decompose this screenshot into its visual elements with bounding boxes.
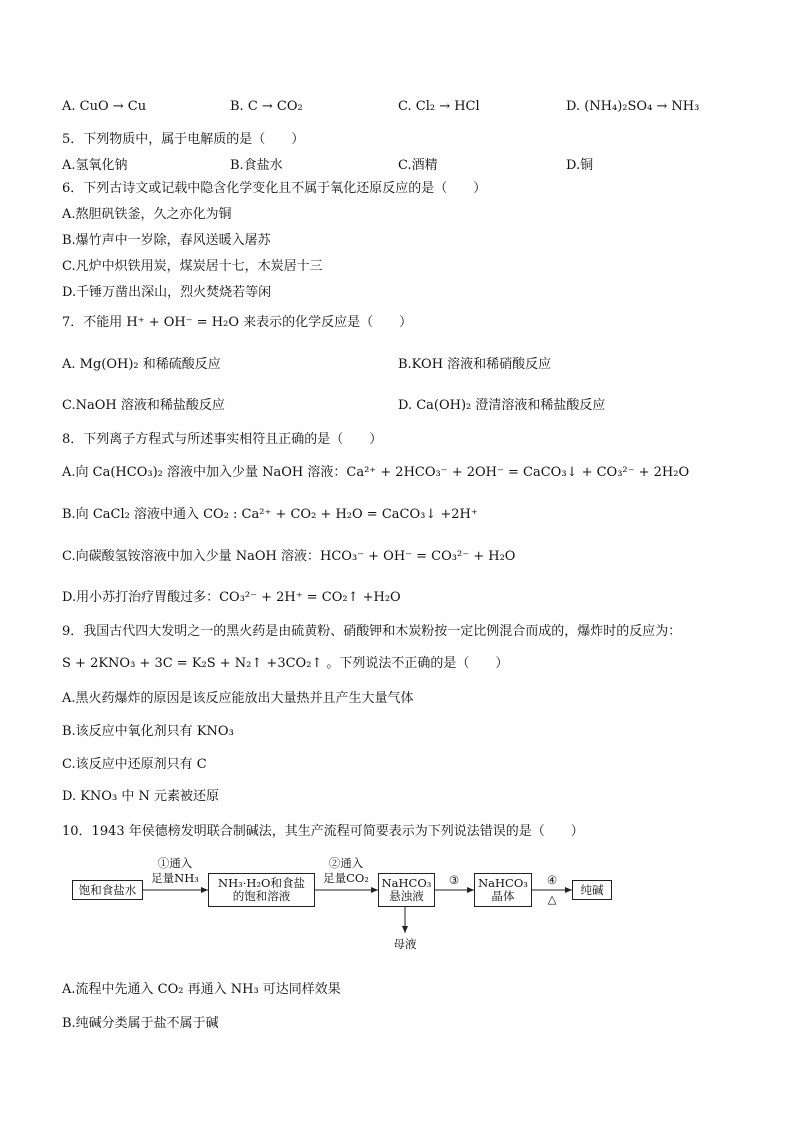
question-6-stem: 6．下列古诗文或记载中隐含化学变化且不属于氧化还原反应的是（ ） [62, 181, 487, 196]
q5-option-d: D.铜 [566, 158, 594, 173]
q7-option-d: D. Ca(OH)₂ 澄清溶液和稀盐酸反应 [398, 398, 606, 413]
q8-option-b: B.向 CaCl₂ 溶液中通入 CO₂ : Ca²⁺ + CO₂ + H₂O = CaCO₃↓ +2H⁺ [62, 507, 478, 522]
flow-box-suspension [378, 873, 435, 907]
flow-step-1-label-a: ①通入 [157, 856, 193, 870]
flow-box-brine: 饱和食盐水 [72, 880, 143, 900]
q9-option-c: C.该反应中还原剂只有 C [62, 757, 207, 772]
q6-option-a: A.熬胆矾铁釜，久之亦化为铜 [62, 207, 232, 222]
q5-option-c: C.酒精 [398, 158, 438, 173]
flow-step-3-label: ③ [448, 873, 460, 887]
q10-option-a: A.流程中先通入 CO₂ 再通入 NH₃ 可达同样效果 [62, 982, 341, 997]
flow-step-2-label-a: ②通入 [328, 856, 364, 870]
q8-option-d: D.用小苏打治疗胃酸过多：CO₃²⁻ + 2H⁺ = CO₂↑ +H₂O [62, 590, 401, 605]
question-7-stem: 7．不能用 H⁺ + OH⁻ = H₂O 来表示的化学反应是（ ） [62, 315, 413, 330]
flow-box-2-line-b: 的饱和溶液 [232, 889, 291, 903]
question-9-stem-line1: 9．我国古代四大发明之一的黑火药是由硫黄粉、硝酸钾和木炭粉按一定比例混合而成的，爆炸时的反应为： [62, 624, 682, 639]
q4-option-d: D. (NH₄)₂SO₄ → NH₃ [566, 99, 700, 114]
question-5-stem: 5．下列物质中，属于电解质的是（ ） [62, 132, 305, 147]
q6-option-d: D.千锤万凿出深山，烈火焚烧若等闲 [62, 285, 272, 300]
q4-option-c: C. Cl₂ → HCl [398, 99, 480, 114]
q7-option-b: B.KOH 溶液和稀硝酸反应 [398, 357, 552, 372]
q4-option-a: A. CuO → Cu [62, 99, 147, 114]
q5-option-a: A.氢氧化钠 [62, 158, 128, 173]
flow-step-1-label-b: 足量NH₃ [151, 871, 199, 885]
flow-box-3-line-a: NaHCO₃ [381, 876, 432, 890]
flow-step-4-label-b: △ [547, 892, 557, 906]
flow-mother-liquor-label: 母液 [393, 937, 417, 951]
flow-box-crystal [474, 873, 532, 907]
flow-box-4-line-b: 晶体 [491, 889, 515, 903]
question-9-stem-line2: S + 2KNO₃ + 3C = K₂S + N₂↑ +3CO₂↑ 。下列说法不正确的是（ ） [62, 656, 509, 671]
q9-option-d: D. KNO₃ 中 N 元素被还原 [62, 789, 219, 804]
q4-option-b: B. C → CO₂ [230, 99, 303, 114]
flow-box-3-line-b: 悬浊液 [389, 889, 424, 903]
q8-option-c: C.向碳酸氢铵溶液中加入少量 NaOH 溶液：HCO₃⁻ + OH⁻ = CO₃²⁻ + H₂O [62, 549, 516, 564]
q6-option-b: B.爆竹声中一岁除，春风送暖入屠苏 [62, 233, 271, 248]
question-10-stem: 10．1943 年侯德榜发明联合制碱法，其生产流程可简要表示为下列说法错误的是（ ） [62, 824, 584, 839]
q6-option-c: C.凡炉中炽铁用炭，煤炭居十七，木炭居十三 [62, 259, 323, 274]
q9-option-a: A.黑火药爆炸的原因是该反应能放出大量热并且产生大量气体 [62, 691, 414, 706]
q7-option-a: A. Mg(OH)₂ 和稀硫酸反应 [62, 357, 221, 372]
q10-option-b: B.纯碱分类属于盐不属于碱 [62, 1016, 219, 1031]
flow-box-saturated-solution [208, 873, 315, 907]
q8-option-a: A.向 Ca(HCO₃)₂ 溶液中加入少量 NaOH 溶液：Ca²⁺ + 2HCO₃⁻ + 2OH⁻ = CaCO₃↓ + CO₃²⁻ + 2H₂O [62, 465, 690, 480]
q7-option-c: C.NaOH 溶液和稀盐酸反应 [62, 398, 225, 413]
flow-box-4-line-a: NaHCO₃ [478, 876, 528, 890]
flow-box-2-line-a: NH₃·H₂O和食盐 [218, 876, 305, 890]
q5-option-b: B.食盐水 [230, 158, 283, 173]
flow-step-2-label-b: 足量CO₂ [323, 871, 369, 885]
flow-step-4-label-a: ④ [546, 873, 558, 887]
q9-option-b: B.该反应中氧化剂只有 KNO₃ [62, 724, 234, 739]
question-8-stem: 8．下列离子方程式与所述事实相符且正确的是（ ） [62, 432, 383, 447]
flow-box-soda-ash: 纯碱 [572, 880, 612, 900]
